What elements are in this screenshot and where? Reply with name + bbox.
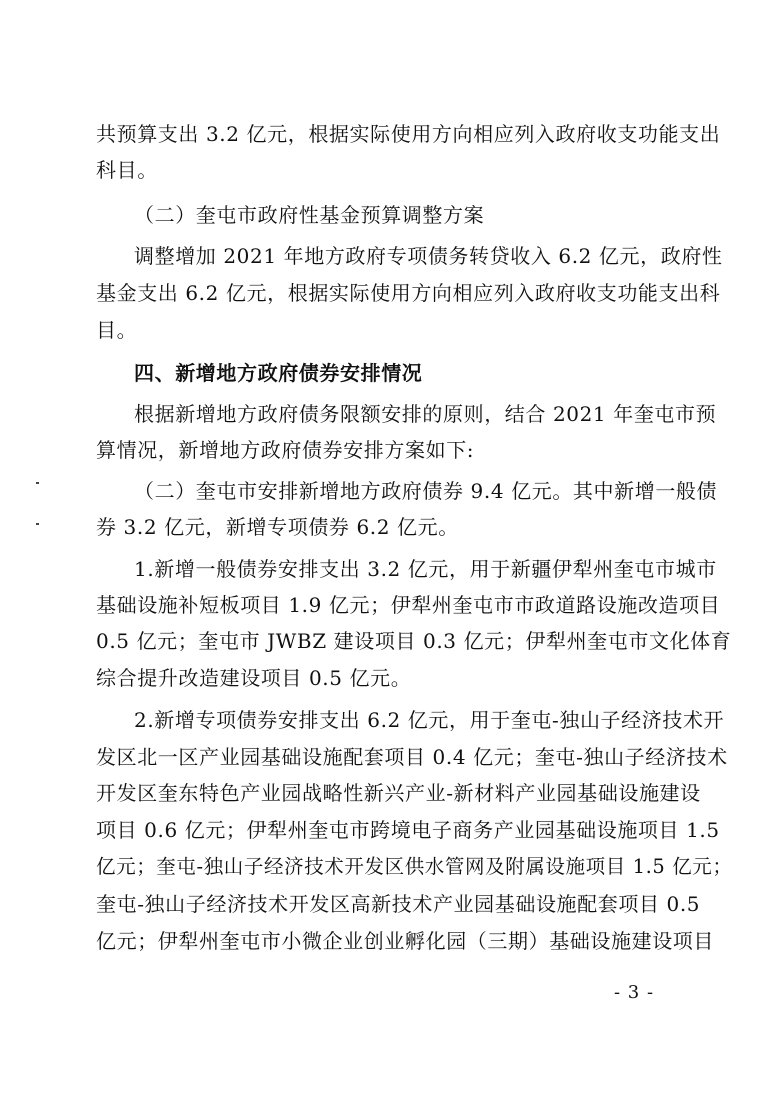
paragraph-line: 目。 xyxy=(96,318,138,342)
paragraph-line: 亿元；伊犁州奎屯市小微企业创业孵化园（三期）基础设施建设项目 xyxy=(96,929,714,953)
paragraph-line: 项目 0.6 亿元；伊犁州奎屯市跨境电子商务产业园基础设施项目 1.5 xyxy=(96,818,720,842)
paragraph-line: 基金支出 6.2 亿元，根据实际使用方向相应列入政府收支功能支出科 xyxy=(96,281,721,305)
paragraph-line: （二）奎屯市安排新增地方政府债券 9.4 亿元。其中新增一般债 xyxy=(134,479,718,503)
paragraph-line: 基础设施补短板项目 1.9 亿元；伊犁州奎屯市市政道路设施改造项目 xyxy=(96,593,721,617)
paragraph-line: 2.新增专项债券安排支出 6.2 亿元，用于奎屯-独山子经济技术开 xyxy=(134,708,725,732)
paragraph-line: 算情况，新增地方政府债券安排方案如下: xyxy=(96,438,475,462)
paragraph-line: 综合提升改造建设项目 0.5 亿元。 xyxy=(96,666,412,690)
paragraph-line: 0.5 亿元；奎屯市 JWBZ 建设项目 0.3 亿元；伊犁州奎屯市文化体育 xyxy=(96,629,732,653)
paragraph-line: 1.新增一般债券安排支出 3.2 亿元，用于新疆伊犁州奎屯市城市 xyxy=(134,557,717,581)
paragraph-line: 根据新增地方政府债务限额安排的原则，结合 2021 年奎屯市预 xyxy=(134,402,717,426)
paragraph-line: 科目。 xyxy=(96,158,158,182)
paragraph-line: 发区北一区产业园基础设施配套项目 0.4 亿元；奎屯-独山子经济技术 xyxy=(96,745,728,769)
section-heading: 四、新增地方政府债券安排情况 xyxy=(134,361,423,385)
paragraph-line: 共预算支出 3.2 亿元，根据实际使用方向相应列入政府收支功能支出 xyxy=(96,122,721,146)
page-number: - 3 - xyxy=(614,982,655,1003)
paragraph-line: 券 3.2 亿元，新增专项债券 6.2 亿元。 xyxy=(96,515,459,539)
scan-speck xyxy=(36,523,39,525)
paragraph-line: 奎屯-独山子经济技术开发区高新技术产业园基础设施配套项目 0.5 xyxy=(96,892,701,916)
paragraph-line: 开发区奎东特色产业园战略性新兴产业-新材料产业园基础设施建设 xyxy=(96,781,701,805)
paragraph-line: 调整增加 2021 年地方政府专项债务转贷收入 6.2 亿元，政府性 xyxy=(134,244,723,268)
paragraph-line: 亿元；奎屯-独山子经济技术开发区供水管网及附属设施项目 1.5 亿元； xyxy=(96,855,733,878)
section-heading: （二）奎屯市政府性基金预算调整方案 xyxy=(134,203,485,227)
scan-speck xyxy=(36,482,39,484)
